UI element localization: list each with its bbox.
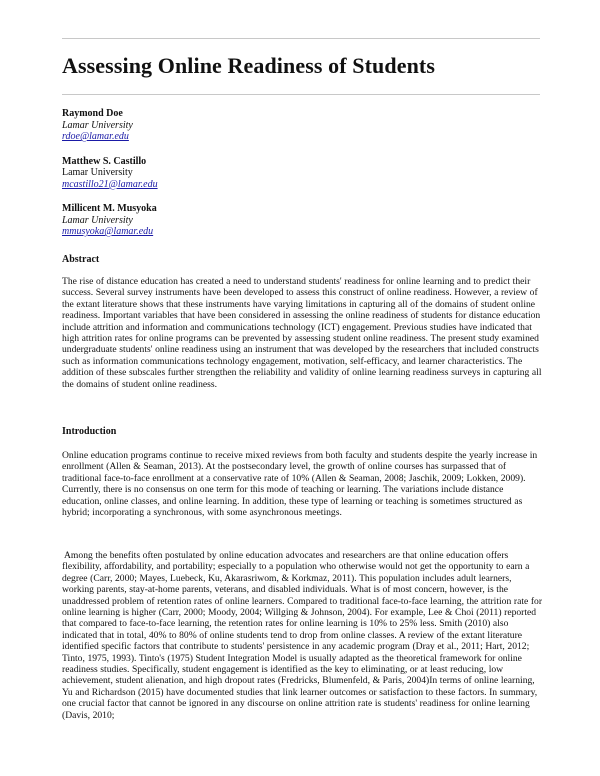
introduction-paragraph: Among the benefits often postulated by online education advocates and researchers are that online education offers flexibility, affordability, and portability; especially to a population who otherwise would not get the opportunity to earn a degree (Carr, 2000; Mayes, Luebeck, Ku, Akarasriwom, & Korkmaz, 2011). This population includes adult learners, working parents, stay-at-home parents, veterans, and disabled individuals. What is of most concern, however, is the unaddressed problem of retention rates of online learners. Compared to traditional face-to-face learning, the attrition rate for online learning is higher (Carr, 2000; Moody, 2004; Willging & Johnson, 2004). For example, Lee & Choi (2011) reported that compared to face-to-face learning, the retention rates for online learning is 10% to 25% less. Smith (2010) also indicated that in total, 40% to 80% of online students tend to drop from online classes. A review of the extant literature identified specific factors that contribute to students' persistence in any academic program (Dray et al., 2011; Hart, 2012; Tinto, 1975, 1993). Tinto's (1975) Student Integration Model is usually adapted as the theoretical framework for online readiness studies. Specifically, student engagement is identified as the key to eliminating, or at least reducing, low achievement, student alienation, and high dropout rates (Fredricks, Blumenfeld, & Paris, 2004)In terms of online learning, Yu and Richardson (2015) have documented studies that link learner outcomes or satisfaction to these factors. In summary, one crucial factor that cannot be ignored in any discourse on online attrition rate is students' readiness for online learning (Davis, 2010;: [62, 550, 543, 721]
author-block: [62, 203, 542, 238]
paper-title: Assessing Online Readiness of Students: [62, 53, 435, 78]
author-block: [62, 108, 542, 143]
introduction-paragraph: Online education programs continue to receive mixed reviews from both faculty and students despite the yearly increase in enrollment (Allen & Seaman, 2013). At the postsecondary level, the growth of online courses has surpassed that of traditional face-to-face enrollment at a conservative rate of 10% (Allen & Seaman, 2008; Jaschik, 2009; Lokken, 2009). Currently, there is no consensus on one term for this mode of teaching or learning. The variations include distance education, online classes, and online learning. In addition, these type of learning or teaching is sometimes structured as hybrid; incorporating a synchronous, with some asynchronous meetings.: [62, 450, 538, 519]
author-name: Matthew S. Castillo: [62, 155, 147, 167]
author-email-link[interactable]: rdoe@lamar.edu: [62, 131, 129, 142]
abstract-text: The rise of distance education has created a need to understand students' readiness for online learning and to predict their success. Several survey instruments have been developed to assess this construct of online readiness. However, a review of the extant literature shows that these instruments have varying limitations in capturing all of the domains of student online readiness. Important variables that have been considered in assessing the online readiness of students for distance education include attrition and information and communications technology (ICT) engagement. Previous studies have indicated that high attrition rates for online programs can be prevented by assessing student online readiness. The present study examined undergraduate students' online readiness using an instrument that was developed by the researchers that included constructs such as information communications technology engagement, motivation, self-efficacy, and learner characteristics. The addition of these subscales further strengthen the reliability and validity of online learning readiness surveys in capturing all the domains of student online readiness.: [62, 276, 542, 390]
author-affiliation: Lamar University: [62, 119, 133, 131]
author-affiliation: Lamar University: [62, 167, 133, 178]
author-affiliation: Lamar University: [62, 214, 133, 226]
introduction-heading: Introduction: [62, 426, 117, 437]
author-name: Millicent M. Musyoka: [62, 203, 157, 214]
top-divider: [62, 38, 540, 39]
abstract-heading: Abstract: [62, 254, 100, 265]
title-divider: [62, 94, 540, 95]
author-name: Raymond Doe: [62, 108, 123, 119]
author-block: [62, 156, 542, 191]
author-email-link[interactable]: mcastillo21@lamar.edu: [62, 178, 158, 190]
author-email-link[interactable]: mmusyoka@lamar.edu: [62, 226, 154, 237]
author-list: [62, 108, 542, 251]
